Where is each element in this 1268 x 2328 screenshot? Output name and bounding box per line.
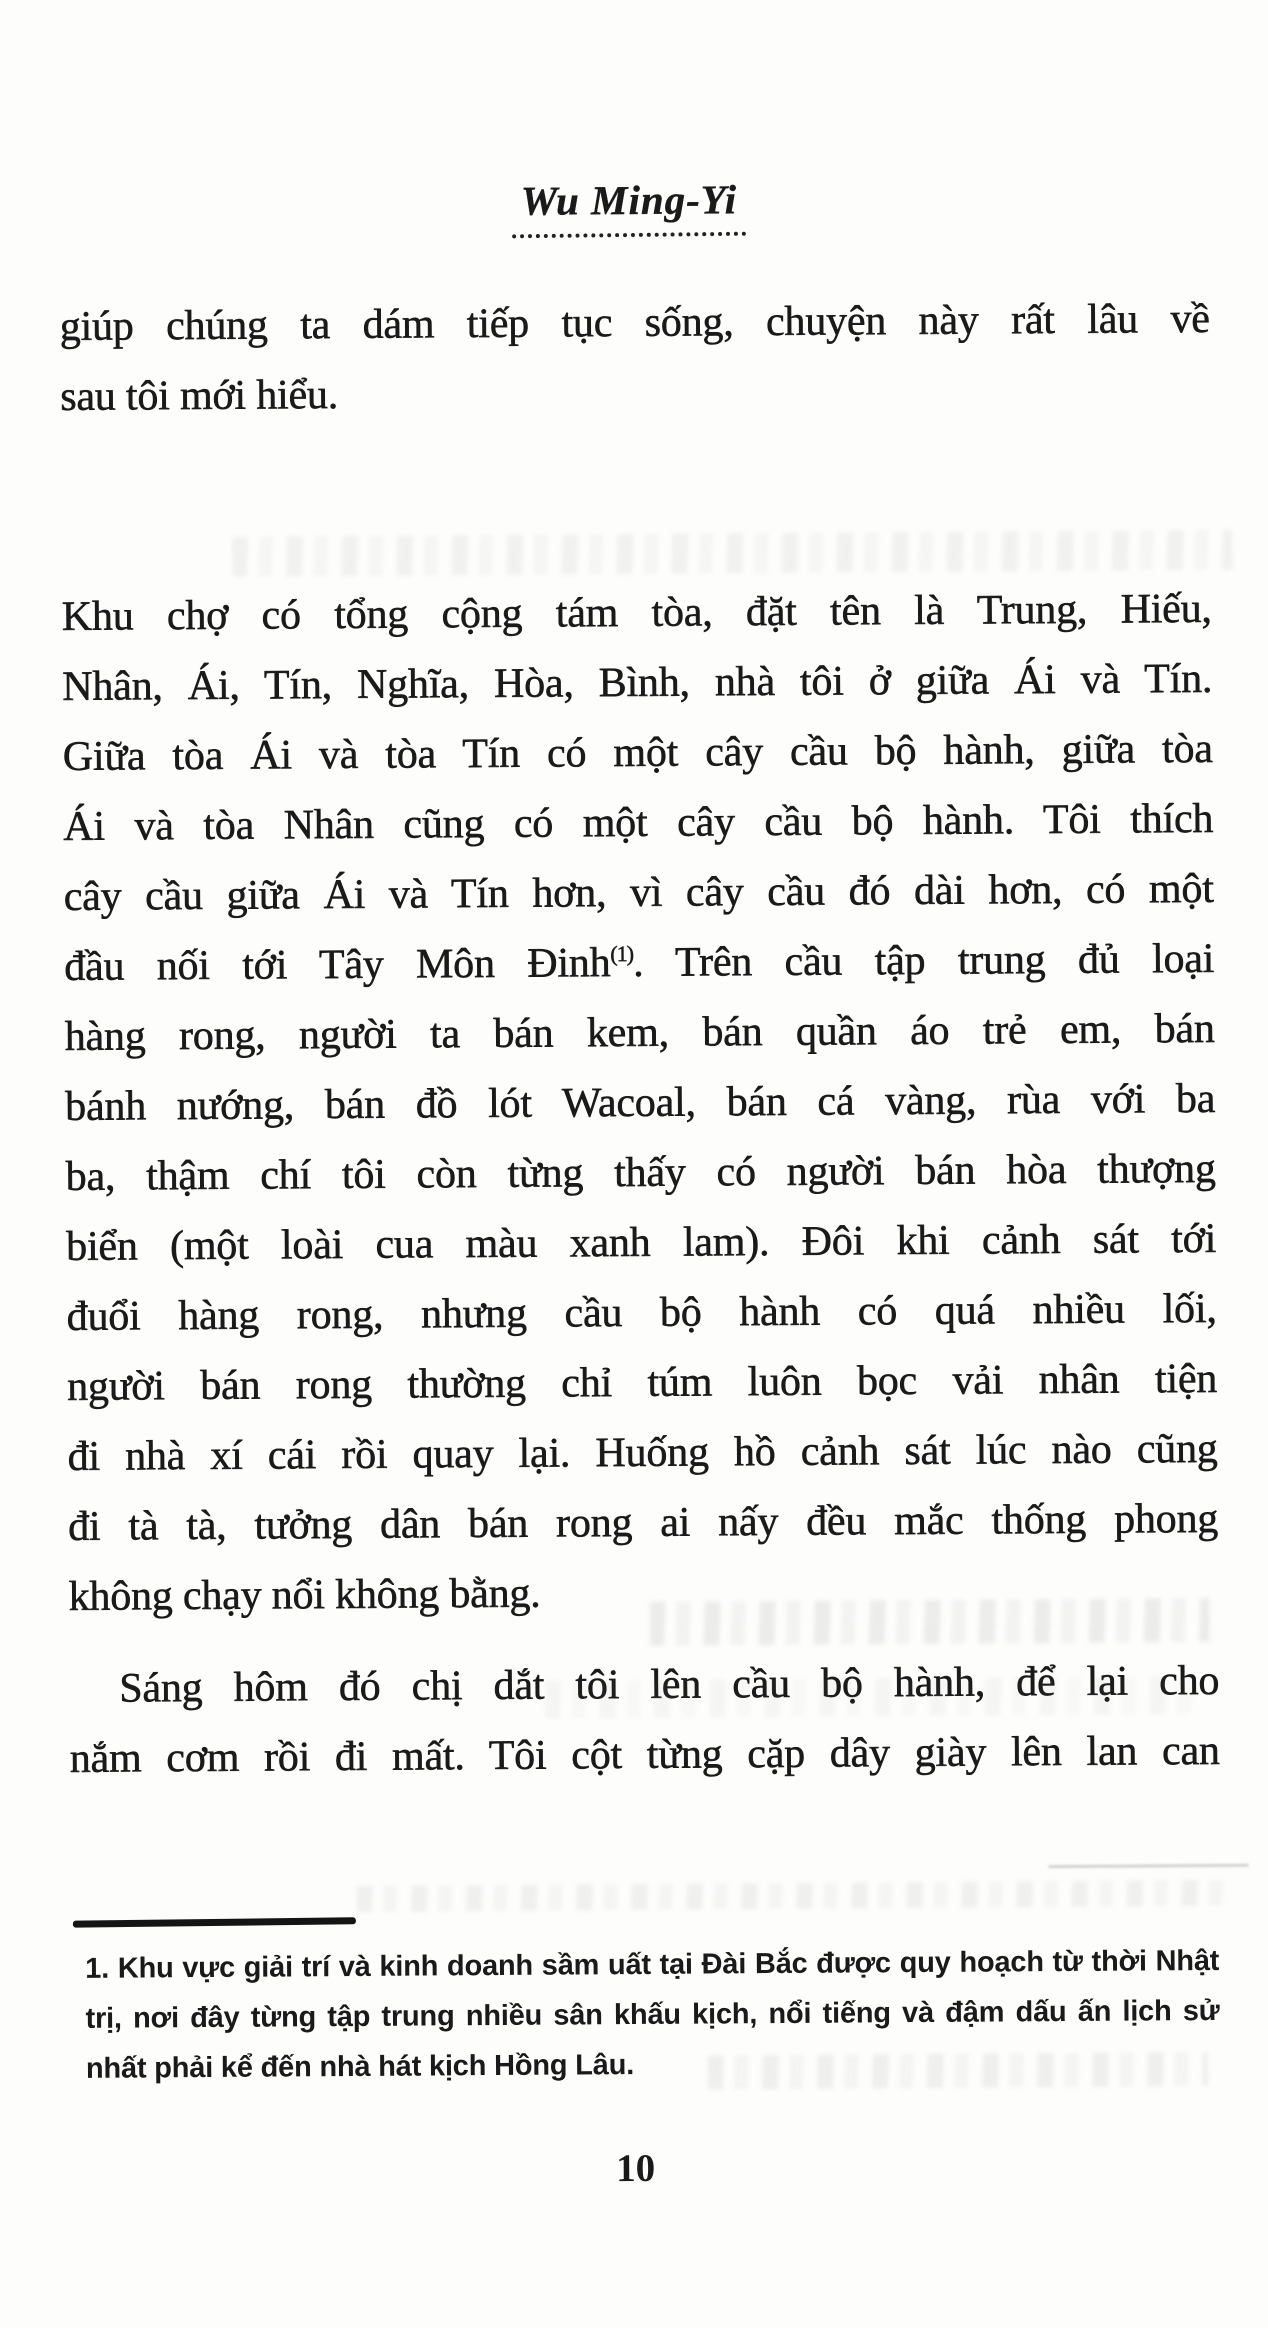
text-line: người bán rong thường chỉ túm luôn bọc vải nhân tiện (67, 1355, 1218, 1410)
text-line: đi tà tà, tưởng dân bán rong ai nấy đều mắc thống phong (67, 1495, 1219, 1550)
text-line: bánh nướng, bán đồ lót Wacoal, bán cá vàng, rùa với ba (65, 1075, 1216, 1130)
page-number: 10 (615, 2146, 656, 2191)
text-line (64, 924, 1214, 1002)
text-line: sau tôi mới hiểu. (60, 372, 339, 420)
footnote (85, 1936, 1220, 2094)
text-line: nắm cơm rồi đi mất. Tôi cột từng cặp dây giày lên lan can (69, 1727, 1220, 1782)
paragraph (60, 284, 1211, 432)
text-line: đi nhà xí cái rồi quay lại. Huống hồ cảnh sát lúc nào cũng (67, 1425, 1218, 1480)
author-name: Wu Ming-Yi (520, 176, 738, 224)
text-line: Ái và tòa Nhân cũng có một cây cầu bộ hành. Tôi thích (63, 795, 1214, 850)
paragraph (69, 1646, 1220, 1794)
text-line: Sáng hôm đó chị dắt tôi lên cầu bộ hành, để lại cho (119, 1657, 1220, 1712)
footnote-rule (73, 1917, 356, 1927)
footnote-lines (85, 1936, 1220, 2094)
text-line: Giữa tòa Ái và tòa Tín có một cây cầu bộ hành, giữa tòa (62, 725, 1213, 780)
paragraph (62, 574, 1219, 1632)
text-line: giúp chúng ta dám tiếp tục sống, chuyện này rất lâu về (59, 295, 1210, 350)
text-line: trị, nơi đây từng tập trung nhiều sân khấu kịch, nổi tiếng và đậm dấu ấn lịch sử (85, 1994, 1220, 2035)
text-line: 1. Khu vực giải trí và kinh doanh sầm uất tại Đài Bắc được quy hoạch từ thời Nhật (85, 1944, 1220, 1985)
text-line: ba, thậm chí tôi còn từng thấy có người bán hòa thượng (65, 1145, 1216, 1200)
text-segment: đầu nối tới Tây Môn Đinh (64, 940, 611, 990)
text-line: nhất phải kể đến nhà hát kịch Hồng Lâu. (85, 2049, 635, 2085)
footnote-reference: (1) (610, 941, 634, 967)
text-line: biển (một loài cua màu xanh lam). Đôi khi cảnh sát tới (66, 1215, 1217, 1270)
paragraphs (60, 284, 1220, 1794)
text-line: hàng rong, người ta bán kem, bán quần áo trẻ em, bán (64, 1005, 1215, 1060)
text-segment: . Trên cầu tập trung đủ loại (632, 935, 1215, 987)
print-bleed-artifact (357, 1880, 1237, 1912)
text-line: không chạy nổi không bằng. (68, 1570, 541, 1620)
text-line: cây cầu giữa Ái và Tín hơn, vì cây cầu đó dài hơn, có một (63, 865, 1214, 920)
running-header (0, 172, 1263, 242)
text-line: Nhân, Ái, Tín, Nghĩa, Hòa, Bình, nhà tôi ở giữa Ái và Tín. (62, 655, 1213, 710)
print-bleed-artifact (1049, 1864, 1249, 1868)
text-line: đuổi hàng rong, nhưng cầu bộ hành có quá nhiều lối, (66, 1285, 1217, 1340)
text-line: Khu chợ có tổng cộng tám tòa, đặt tên là Trung, Hiếu, (61, 585, 1212, 640)
dotted-underline (512, 232, 746, 239)
